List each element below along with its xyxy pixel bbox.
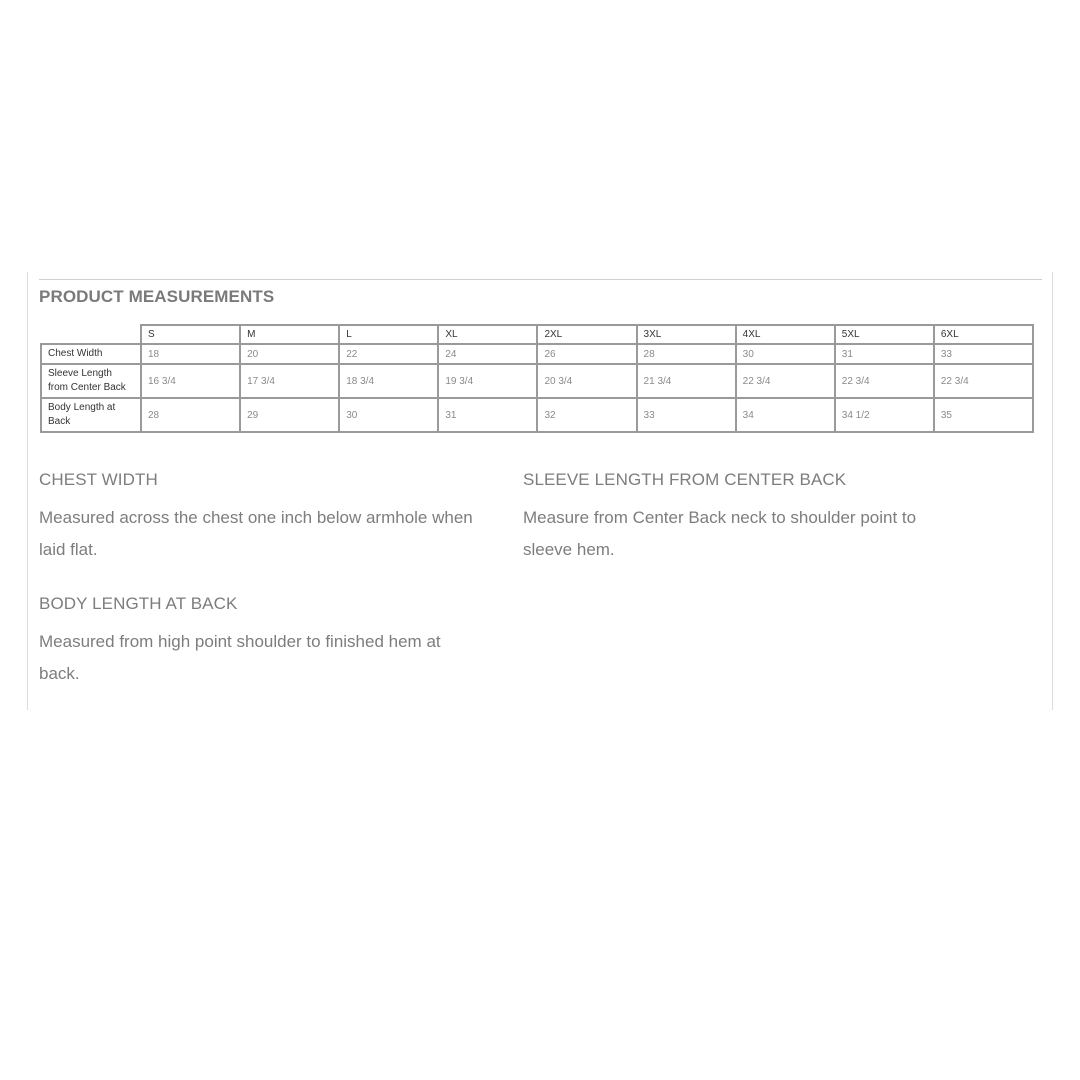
size-header: L [339, 325, 438, 344]
table-cell: 31 [438, 398, 537, 432]
table-row [41, 398, 1033, 432]
table-cell: 34 1/2 [835, 398, 934, 432]
size-header: S [141, 325, 240, 344]
table-cell: 33 [934, 344, 1033, 364]
table-cell: 22 3/4 [934, 364, 1033, 398]
row-label: Body Length at Back [41, 398, 141, 432]
table-row [41, 344, 1033, 364]
size-header: M [240, 325, 339, 344]
table-cell: 20 [240, 344, 339, 364]
table-cell: 18 3/4 [339, 364, 438, 398]
table-cell: 16 3/4 [141, 364, 240, 398]
table-cell: 17 3/4 [240, 364, 339, 398]
table-cell: 20 3/4 [537, 364, 636, 398]
table-cell: 33 [637, 398, 736, 432]
table-cell: 28 [637, 344, 736, 364]
top-divider [39, 279, 1042, 280]
table-corner-cell [41, 325, 141, 344]
definition-heading: BODY LENGTH AT BACK [39, 594, 238, 613]
table-cell: 35 [934, 398, 1033, 432]
table-cell: 21 3/4 [637, 364, 736, 398]
size-header: XL [438, 325, 537, 344]
table-cell: 22 3/4 [835, 364, 934, 398]
measurements-panel [27, 272, 1053, 710]
size-header: 4XL [736, 325, 835, 344]
table-cell: 29 [240, 398, 339, 432]
table-cell: 26 [537, 344, 636, 364]
body-length-definition [39, 594, 469, 690]
definition-heading: SLEEVE LENGTH FROM CENTER BACK [523, 470, 847, 489]
table-cell: 32 [537, 398, 636, 432]
chest-width-definition [39, 470, 499, 566]
table-header-row [41, 325, 1033, 344]
definition-text: Measured from high point shoulder to finished hem at back. [39, 632, 441, 683]
size-header: 5XL [835, 325, 934, 344]
sleeve-length-definition [523, 470, 943, 566]
section-title: PRODUCT MEASUREMENTS [39, 287, 275, 306]
table-cell: 30 [736, 344, 835, 364]
table-cell: 28 [141, 398, 240, 432]
row-label: Sleeve Length from Center Back [41, 364, 141, 398]
table-cell: 22 3/4 [736, 364, 835, 398]
definition-text: Measured across the chest one inch below armhole when laid flat. [39, 508, 473, 559]
size-header: 6XL [934, 325, 1033, 344]
table-cell: 19 3/4 [438, 364, 537, 398]
table-cell: 18 [141, 344, 240, 364]
definition-text: Measure from Center Back neck to shoulder point to sleeve hem. [523, 508, 917, 559]
size-chart-table [40, 324, 1034, 433]
table-cell: 22 [339, 344, 438, 364]
size-header: 2XL [537, 325, 636, 344]
table-row [41, 364, 1033, 398]
table-cell: 24 [438, 344, 537, 364]
table-cell: 34 [736, 398, 835, 432]
table-cell: 31 [835, 344, 934, 364]
definition-heading: CHEST WIDTH [39, 470, 158, 489]
size-header: 3XL [637, 325, 736, 344]
table-cell: 30 [339, 398, 438, 432]
row-label: Chest Width [41, 344, 141, 364]
